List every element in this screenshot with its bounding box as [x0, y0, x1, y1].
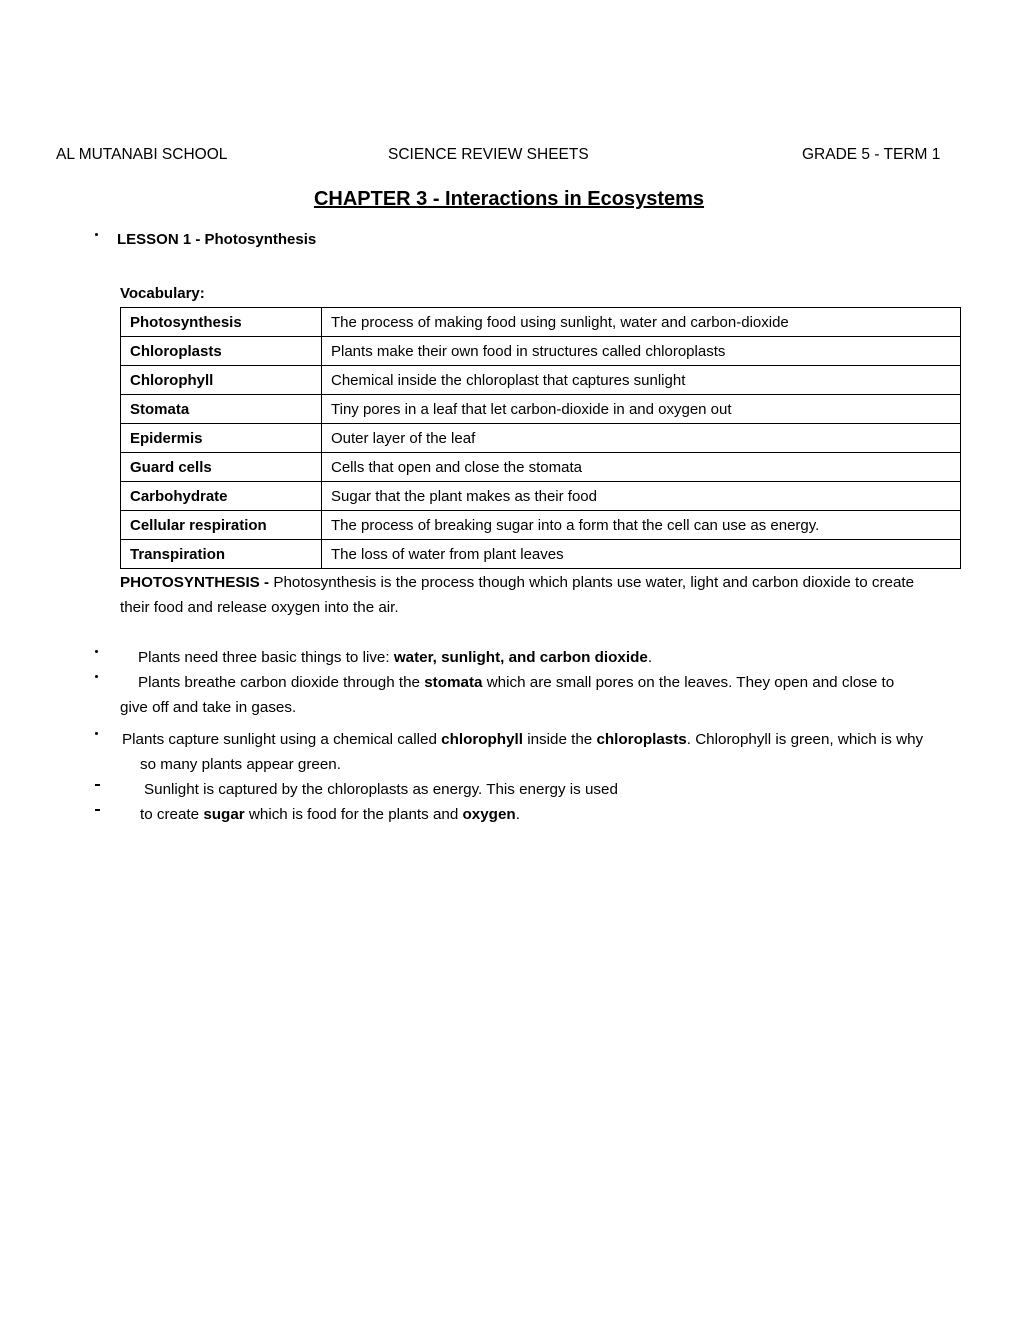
vocab-term: Epidermis: [121, 424, 322, 453]
vocab-term: Chlorophyll: [121, 366, 322, 395]
bullet-text: . Chlorophyll is green, which is why: [686, 731, 924, 748]
vocab-term: Transpiration: [121, 540, 322, 569]
table-row: [121, 540, 961, 569]
bullet-stomata: [138, 670, 894, 695]
photosynthesis-paragraph-line1: [120, 570, 914, 595]
bullet-basic-needs: [138, 645, 652, 670]
vocab-definition: Tiny pores in a leaf that let carbon-dioxide in and oxygen out: [322, 395, 961, 424]
bullet-dot: [95, 732, 98, 735]
bullet-text: inside the: [522, 731, 597, 748]
bullet-dash: [95, 809, 100, 811]
vocab-definition: Sugar that the plant makes as their food: [322, 482, 961, 511]
bullet-bold-text: sugar: [203, 806, 245, 823]
vocab-definition: Outer layer of the leaf: [322, 424, 961, 453]
table-row: [121, 366, 961, 395]
vocab-definition: Cells that open and close the stomata: [322, 453, 961, 482]
vocab-term: Cellular respiration: [121, 511, 322, 540]
bullet-text: which are small pores on the leaves. They open and close to: [482, 674, 895, 691]
vocab-definition: The process of breaking sugar into a form that the cell can use as energy.: [322, 511, 961, 540]
bullet-text: Plants breathe carbon dioxide through the: [138, 674, 425, 691]
bullet-bold-text: water, sunlight, and carbon dioxide: [393, 649, 648, 666]
vocab-term: Guard cells: [121, 453, 322, 482]
bullet-bold-text: stomata: [424, 674, 483, 691]
photosynthesis-label: PHOTOSYNTHESIS -: [120, 574, 270, 591]
vocab-term: Stomata: [121, 395, 322, 424]
table-row: [121, 424, 961, 453]
chapter-title: CHAPTER 3 - Interactions in Ecosystems: [313, 188, 705, 210]
table-row: [121, 511, 961, 540]
bullet-sunlight: Sunlight is captured by the chloroplasts as energy. This energy is used: [144, 781, 618, 798]
bullet-text: .: [515, 806, 520, 823]
bullet-sugar-oxygen: [140, 802, 520, 827]
vocabulary-label: Vocabulary:: [120, 285, 205, 302]
table-row: [121, 308, 961, 337]
subject-title: SCIENCE REVIEW SHEETS: [388, 146, 589, 163]
bullet-stomata-line2: give off and take in gases.: [120, 699, 297, 716]
table-row: [121, 482, 961, 511]
bullet-text: .: [647, 649, 653, 666]
vocab-term: Chloroplasts: [121, 337, 322, 366]
bullet-text: Plants capture sunlight using a chemical called: [122, 731, 442, 748]
bullet-dash: [95, 784, 100, 786]
vocab-definition: The loss of water from plant leaves: [322, 540, 961, 569]
vocabulary-table: [120, 307, 961, 569]
bullet-bold-text: chlorophyll: [441, 731, 523, 748]
vocab-definition: The process of making food using sunlight, water and carbon-dioxide: [322, 308, 961, 337]
vocab-definition: Chemical inside the chloroplast that captures sunlight: [322, 366, 961, 395]
table-row: [121, 395, 961, 424]
vocab-definition: Plants make their own food in structures called chloroplasts: [322, 337, 961, 366]
photosynthesis-paragraph-line2: their food and release oxygen into the air.: [120, 599, 399, 616]
bullet-text: which is food for the plants and: [244, 806, 463, 823]
bullet-text: Plants need three basic things to live:: [138, 649, 394, 666]
bullet-chlorophyll: [122, 727, 923, 752]
bullet-bold-text: chloroplasts: [596, 731, 687, 748]
lesson-title: LESSON 1 - Photosynthesis: [117, 231, 317, 248]
vocab-term: Photosynthesis: [121, 308, 322, 337]
vocab-term: Carbohydrate: [121, 482, 322, 511]
bullet-dot: [95, 675, 98, 678]
bullet-text: to create: [140, 806, 204, 823]
table-row: [121, 337, 961, 366]
bullet-chlorophyll-line2: so many plants appear green.: [140, 756, 341, 773]
bullet-dot: [95, 233, 98, 236]
bullet-bold-text: oxygen: [462, 806, 516, 823]
grade-term: GRADE 5 - TERM 1: [802, 146, 941, 163]
table-row: [121, 453, 961, 482]
photosynthesis-text: Photosynthesis is the process though which plants use water, light and carbon dioxide to create: [269, 574, 915, 591]
school-name: AL MUTANABI SCHOOL: [56, 146, 228, 163]
bullet-dot: [95, 650, 98, 653]
